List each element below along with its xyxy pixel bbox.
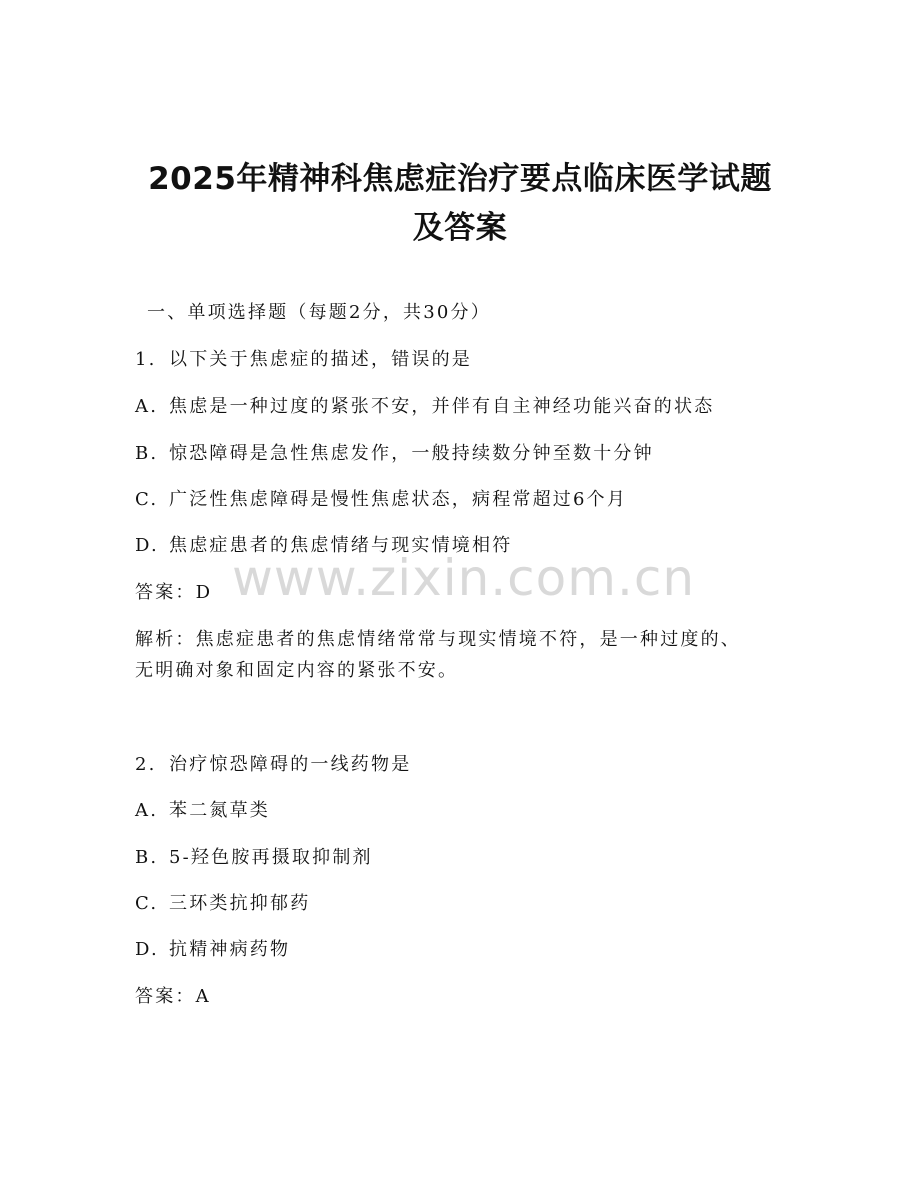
question-1-option-c [135, 487, 627, 513]
option-label: B. [135, 847, 159, 868]
question-number: 2. [135, 754, 157, 775]
document-title-line2: 及答案 [412, 210, 508, 246]
question-2-stem [135, 752, 411, 778]
document-title-line1: 2025年精神科焦虑症治疗要点临床医学试题 [148, 161, 772, 197]
option-text: 焦虑症患者的焦虑情绪与现实情境相符 [169, 535, 513, 556]
option-text: 三环类抗抑郁药 [169, 893, 311, 914]
question-2-option-a [135, 798, 270, 824]
question-text: 以下关于焦虑症的描述，错误的是 [169, 349, 472, 370]
option-label: C. [135, 489, 159, 510]
question-2-option-c [135, 891, 310, 917]
question-1-analysis-line2: 无明确对象和固定内容的紧张不安。 [135, 660, 459, 681]
option-text: 焦虑是一种过度的紧张不安，并伴有自主神经功能兴奋的状态 [169, 396, 715, 417]
question-text: 治疗惊恐障碍的一线药物是 [169, 754, 412, 775]
option-text: 惊恐障碍是急性焦虑发作，一般持续数分钟至数十分钟 [169, 443, 654, 464]
option-label: B. [135, 443, 159, 464]
question-1-option-b [135, 441, 654, 467]
option-text: 广泛性焦虑障碍是慢性焦虑状态，病程常超过6个月 [169, 489, 628, 510]
question-1-answer: 答案：D [135, 582, 213, 603]
question-2-option-d [135, 937, 290, 963]
option-text: 抗精神病药物 [169, 939, 291, 960]
option-label: A. [135, 396, 159, 417]
section-heading: 一、单项选择题（每题2分，共30分） [147, 302, 491, 323]
question-1-stem [135, 347, 472, 373]
question-1-analysis-line1: 解析：焦虑症患者的焦虑情绪常常与现实情境不符，是一种过度的、 [135, 629, 741, 650]
option-label: A. [135, 800, 159, 821]
option-label: D. [135, 535, 159, 556]
question-number: 1. [135, 349, 157, 370]
option-text: 苯二氮草类 [169, 800, 270, 821]
option-label: D. [135, 939, 159, 960]
question-1-option-d [135, 533, 512, 559]
question-2-answer: 答案：A [135, 986, 211, 1007]
option-label: C. [135, 893, 159, 914]
question-2-option-b [135, 845, 373, 871]
question-1-option-a [135, 394, 714, 420]
watermark: www.zixin.com.cn [232, 549, 696, 607]
option-text: 5-羟色胺再摄取抑制剂 [169, 847, 373, 868]
